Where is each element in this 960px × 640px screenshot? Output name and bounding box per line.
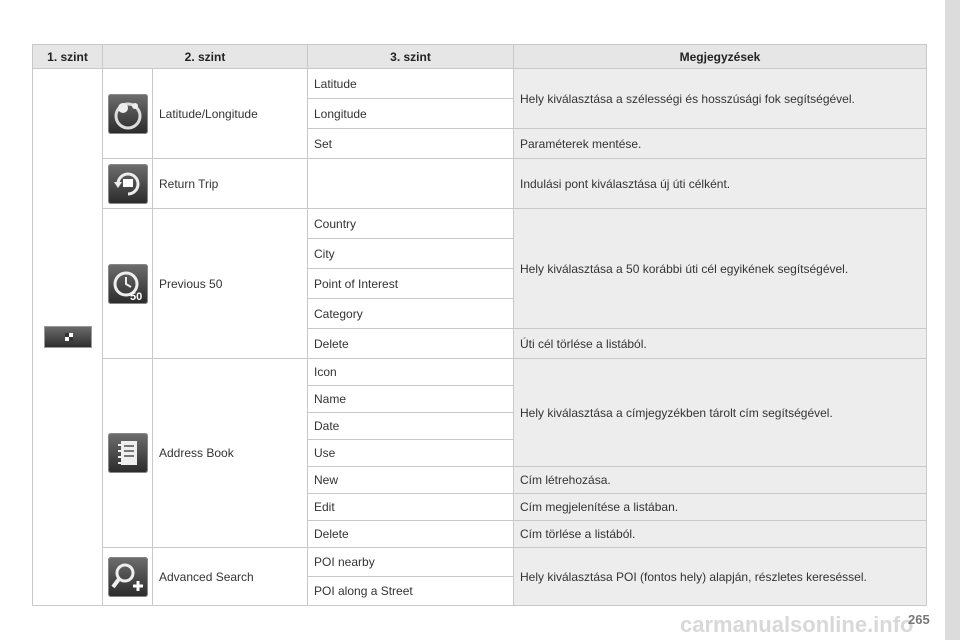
note-advanced: Hely kiválasztása POI (fontos hely) alapján, részletes kereséssel. xyxy=(514,548,927,606)
icon-cell xyxy=(103,69,153,159)
clock-50-icon[interactable] xyxy=(108,264,148,304)
page-number: 265 xyxy=(908,612,930,627)
icon-cell xyxy=(103,159,153,209)
table-row xyxy=(33,548,927,577)
level2-return-trip[interactable]: Return Trip xyxy=(153,159,308,209)
note-latlong: Hely kiválasztása a szélességi és hosszúsági fok segítségével. xyxy=(514,69,927,129)
header-level-3: 3. szint xyxy=(308,45,514,69)
watermark: carmanualsonline.info xyxy=(680,612,914,637)
return-trip-icon[interactable] xyxy=(108,164,148,204)
note-previous: Hely kiválasztása a 50 korábbi úti cél egyikének segítségével. xyxy=(514,209,927,329)
level3-poi-nearby[interactable]: POI nearby xyxy=(308,548,514,577)
level3-address-delete[interactable]: Delete xyxy=(308,521,514,548)
level3-new[interactable]: New xyxy=(308,467,514,494)
table-row xyxy=(33,69,927,99)
header-notes: Megjegyzések xyxy=(514,45,927,69)
checkered-flag-icon xyxy=(45,327,91,347)
level3-poi-along-street[interactable]: POI along a Street xyxy=(308,577,514,606)
page-side-strip xyxy=(945,0,960,640)
level2-advanced-search[interactable]: Advanced Search xyxy=(153,548,308,606)
level2-latlong[interactable]: Latitude/Longitude xyxy=(153,69,308,159)
icon-cell xyxy=(103,359,153,548)
level2-address-book[interactable]: Address Book xyxy=(153,359,308,548)
level3-country[interactable]: Country xyxy=(308,209,514,239)
level3-city[interactable]: City xyxy=(308,239,514,269)
level3-poi[interactable]: Point of Interest xyxy=(308,269,514,299)
address-book-icon[interactable] xyxy=(108,433,148,473)
level3-icon[interactable]: Icon xyxy=(308,359,514,386)
level3-edit[interactable]: Edit xyxy=(308,494,514,521)
level3-empty xyxy=(308,159,514,209)
header-level-2: 2. szint xyxy=(103,45,308,69)
table-row xyxy=(33,359,927,386)
header-level-1: 1. szint xyxy=(33,45,103,69)
note-new: Cím létrehozása. xyxy=(514,467,927,494)
icon-cell xyxy=(103,548,153,606)
icon-cell xyxy=(103,209,153,359)
note-edit: Cím megjelenítése a listában. xyxy=(514,494,927,521)
table-row xyxy=(33,159,927,209)
level3-delete[interactable]: Delete xyxy=(308,329,514,359)
globe-icon[interactable] xyxy=(108,94,148,134)
table-row xyxy=(33,209,927,239)
level3-category[interactable]: Category xyxy=(308,299,514,329)
level3-longitude[interactable]: Longitude xyxy=(308,99,514,129)
menu-table xyxy=(32,44,927,606)
level1-cell xyxy=(33,69,103,606)
navigation-menu-button[interactable] xyxy=(44,326,92,348)
level3-set[interactable]: Set xyxy=(308,129,514,159)
level3-use[interactable]: Use xyxy=(308,440,514,467)
level3-name[interactable]: Name xyxy=(308,386,514,413)
note-return-trip: Indulási pont kiválasztása új úti célként. xyxy=(514,159,927,209)
note-set: Paraméterek mentése. xyxy=(514,129,927,159)
svg-text:50: 50 xyxy=(129,290,142,303)
magnifier-plus-icon[interactable] xyxy=(108,557,148,597)
table-header-row xyxy=(33,45,927,69)
level2-previous[interactable]: Previous 50 xyxy=(153,209,308,359)
level3-latitude[interactable]: Latitude xyxy=(308,69,514,99)
note-address-delete: Cím törlése a listából. xyxy=(514,521,927,548)
note-address: Hely kiválasztása a címjegyzékben tárolt cím segítségével. xyxy=(514,359,927,467)
level3-date[interactable]: Date xyxy=(308,413,514,440)
note-previous-delete: Úti cél törlése a listából. xyxy=(514,329,927,359)
